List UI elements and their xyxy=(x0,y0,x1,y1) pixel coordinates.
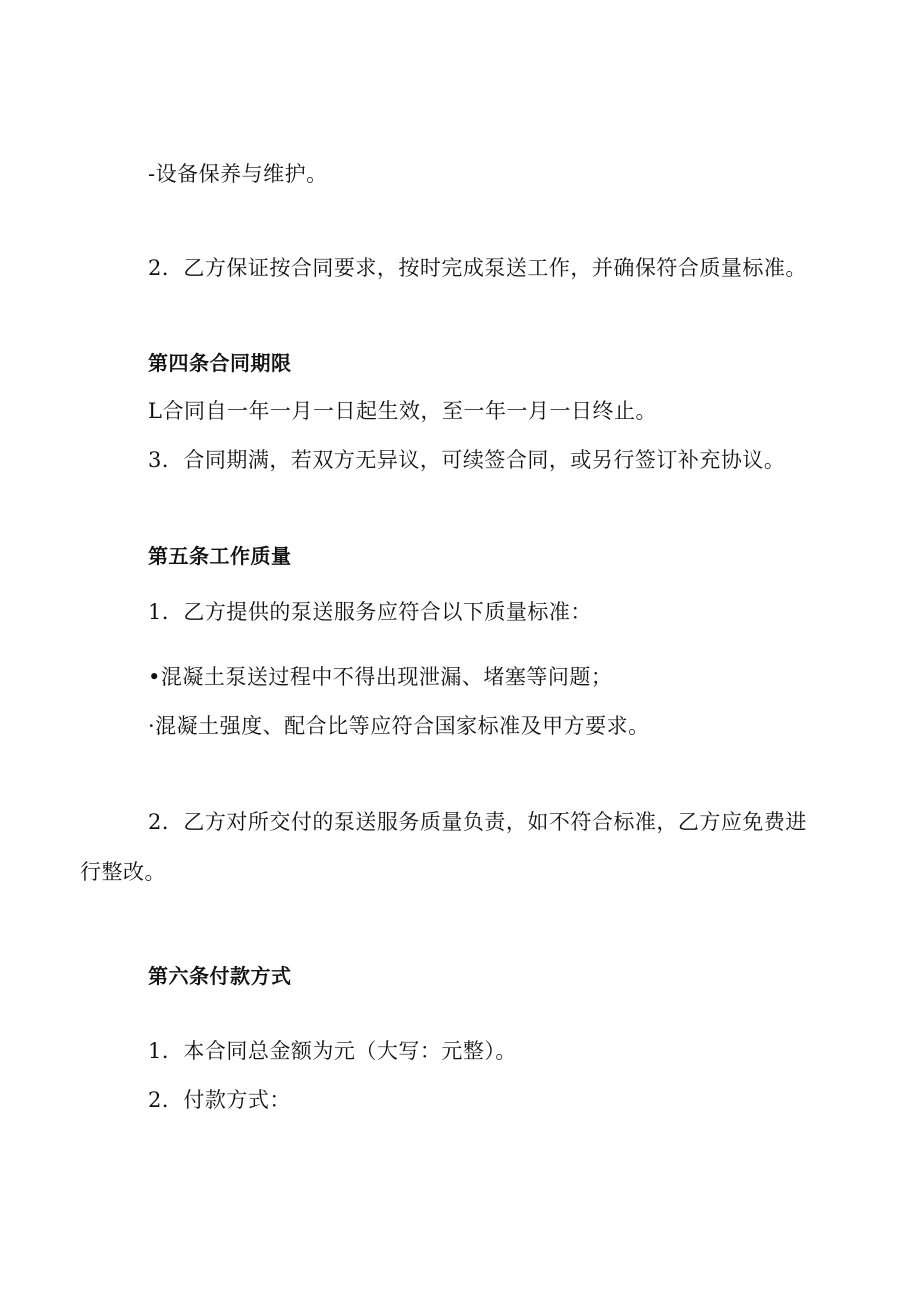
clause-item-1-quality-standards: 1．乙方提供的泵送服务应符合以下质量标准： xyxy=(148,600,592,624)
article-5-heading: 第五条工作质量 xyxy=(148,544,292,568)
maintenance-item: -设备保养与维护。 xyxy=(148,162,328,186)
clause-item-1-term: L合同自一年一月一日起生效，至一年一月一日终止。 xyxy=(148,399,657,423)
clause-item-1-total-amount: 1．本合同总金额为元（大写：元整）。 xyxy=(148,1039,517,1063)
article-4-heading: 第四条合同期限 xyxy=(148,351,292,375)
bullet-item-concrete-strength: ·混凝土强度、配合比等应符合国家标准及甲方要求。 xyxy=(148,714,650,738)
article-6-heading: 第六条付款方式 xyxy=(148,964,292,988)
bullet-item-no-leaks: •混凝土泵送过程中不得出现泄漏、堵塞等问题； xyxy=(148,665,613,689)
clause-item-2-payment-method: 2．付款方式： xyxy=(148,1088,291,1112)
clause-item-2-responsibility-continued: 行整改。 xyxy=(80,860,166,884)
clause-item-2-responsibility: 2．乙方对所交付的泵送服务质量负责，如不符合标准，乙方应免费进 xyxy=(148,810,807,834)
clause-item-2-quality-assurance: 2．乙方保证按合同要求，按时完成泵送工作，并确保符合质量标准。 xyxy=(148,256,807,280)
clause-item-3-renewal: 3．合同期满，若双方无异议，可续签合同，或另行签订补充协议。 xyxy=(148,448,786,472)
